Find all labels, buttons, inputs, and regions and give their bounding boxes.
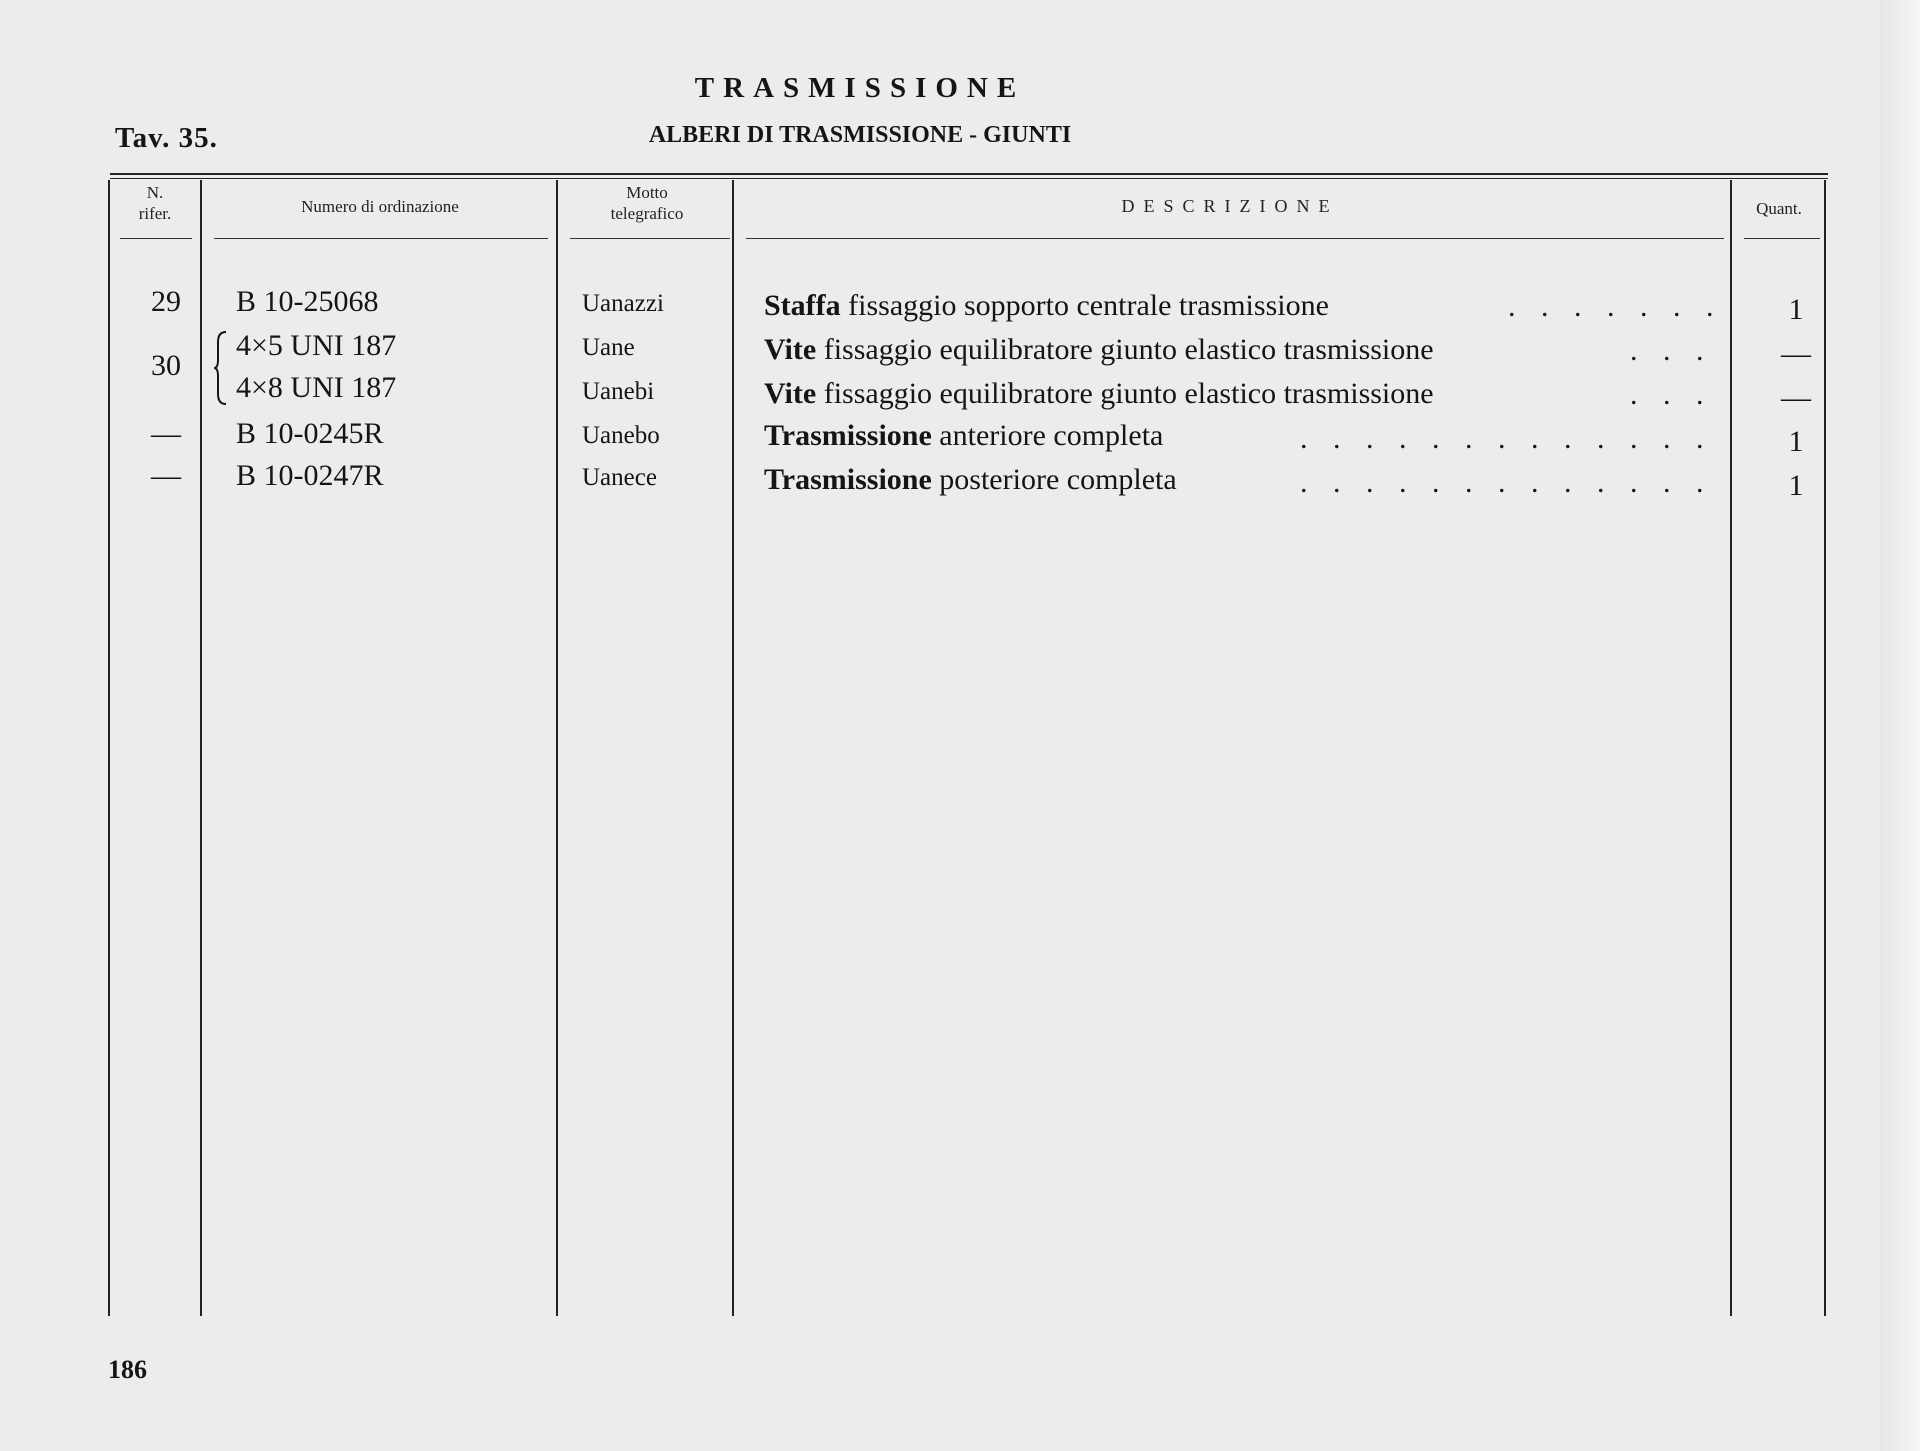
header-underline-telegraphic [570, 238, 730, 239]
page-title: TRASMISSIONE [694, 72, 1026, 104]
table-row-ref: — [151, 459, 181, 492]
table-row-order-number: 4×5 UNI 187 [236, 329, 397, 362]
table-row-quantity: — [1781, 381, 1811, 414]
description-text: fissaggio equilibratore giunto elastico trasmissione [816, 377, 1434, 410]
top-rule-thin [110, 178, 1828, 179]
table-row-telegraphic: Uanebo [582, 422, 660, 449]
header-underline-quantity [1744, 238, 1820, 239]
table-row-ref: — [151, 417, 181, 450]
header-underline-order [214, 238, 548, 239]
table-row-quantity: 1 [1788, 425, 1804, 458]
table-row-description [764, 378, 1434, 410]
table-row-order-number: B 10-0247R [236, 459, 384, 492]
header-underline-ref [120, 238, 192, 239]
description-text: fissaggio equilibratore giunto elastico trasmissione [816, 333, 1434, 366]
leader-dots: . . . [1630, 334, 1713, 367]
table-row-quantity: 1 [1788, 293, 1804, 326]
table-row-telegraphic: Uane [582, 334, 635, 361]
table-row-description [764, 290, 1329, 322]
column-divider-telegraphic [732, 180, 734, 1316]
description-keyword: Vite [764, 377, 817, 410]
table-row-description [764, 464, 1177, 496]
table-row-quantity: — [1781, 337, 1811, 370]
grouping-brace [214, 330, 228, 406]
table-row-description [764, 420, 1163, 452]
column-divider-order [556, 180, 558, 1316]
description-keyword: Trasmissione [764, 419, 932, 452]
table-row-telegraphic: Uanece [582, 464, 657, 491]
column-header-telegraphic: Motto telegrafico [610, 183, 684, 223]
header-underline-description [746, 238, 1724, 239]
table-row-ref: 30 [151, 349, 181, 382]
page-edge-shadow [1880, 0, 1920, 1451]
description-text: anteriore completa [931, 419, 1164, 452]
leader-dots: . . . . . . . . . . . . . [1300, 466, 1713, 499]
column-header-quantity: Quant. [1756, 199, 1802, 218]
top-rule [110, 173, 1828, 175]
table-row-description [764, 334, 1434, 366]
column-divider-description [1730, 180, 1732, 1316]
table-row-quantity: 1 [1788, 469, 1804, 502]
table-row-order-number: B 10-25068 [236, 285, 379, 318]
column-header-description: DESCRIZIONE [1121, 196, 1339, 216]
description-text: posteriore completa [931, 463, 1177, 496]
table-row-telegraphic: Uanebi [582, 378, 655, 405]
plate-number: Tav. 35. [115, 122, 218, 154]
description-text: fissaggio sopporto centrale trasmissione [840, 289, 1329, 322]
column-divider-left-edge [108, 180, 110, 1316]
description-keyword: Trasmissione [764, 463, 932, 496]
table-row-order-number: B 10-0245R [236, 417, 384, 450]
description-keyword: Vite [764, 333, 817, 366]
page-subtitle: ALBERI DI TRASMISSIONE - GIUNTI [648, 122, 1072, 148]
leader-dots: . . . . . . . [1508, 290, 1723, 323]
table-row-ref: 29 [151, 285, 181, 318]
leader-dots: . . . . . . . . . . . . . [1300, 422, 1713, 455]
table-row-order-number: 4×8 UNI 187 [236, 371, 397, 404]
description-keyword: Staffa [764, 289, 841, 322]
column-header-ref: N. rifer. [138, 183, 172, 223]
leader-dots: . . . [1630, 378, 1713, 411]
column-header-order-number: Numero di ordinazione [301, 197, 459, 216]
table-row-telegraphic: Uanazzi [582, 290, 664, 317]
page-number: 186 [108, 1355, 147, 1384]
